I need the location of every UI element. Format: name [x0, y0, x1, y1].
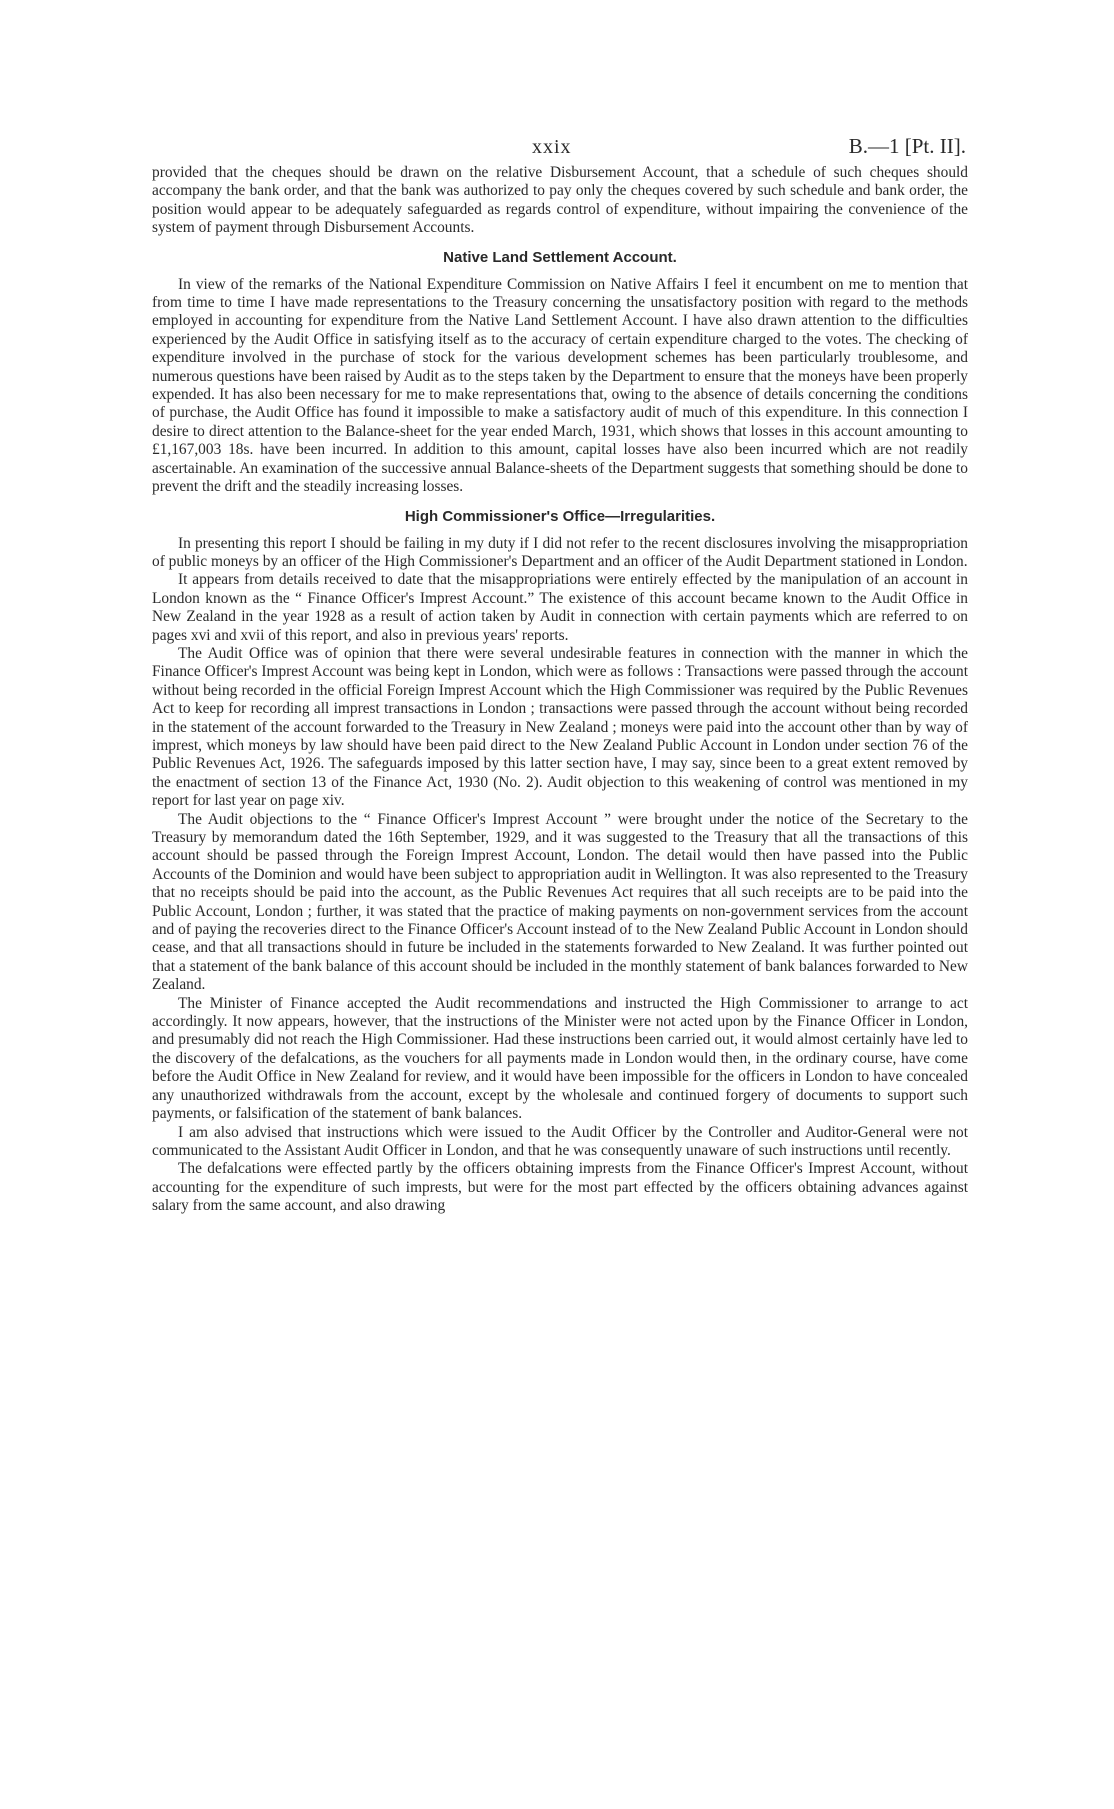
paragraph: In presenting this report I should be failing in my duty if I did not refer to the recent disclosures involving the misappropriation of public moneys by an officer of the High Commissioner's Department and an officer of the Audit Department stationed in London. [152, 534, 968, 570]
paragraph: The Audit objections to the “ Finance Officer's Imprest Account ” were brought under the notice of the Secretary to the Treasury by memorandum dated the 16th September, 1929, and it was suggested to the Treasury that all the transactions of this account should be passed through the Foreign Imprest Account, London. The detail would then have passed into the Public Accounts of the Dominion and would have been subject to appropriation audit in Wellington. It was also represented to the Treasury that no receipts should be paid into the account, as the Public Revenues Act requires that all such receipts are to be paid into the Public Account, London ; further, it was stated that the practice of making payments on non-government services from the account and of paying the recoveries direct to the Finance Officer's Account instead of to the New Zealand Public Account in London should cease, and that all transactions should in future be included in the statements forwarded to New Zealand. It was further pointed out that a statement of the bank balance of this account should be included in the monthly statement of bank balances forwarded to New Zealand. [152, 810, 968, 994]
document-page [152, 130, 968, 1220]
paragraph: I am also advised that instructions which were issued to the Audit Officer by the Controller and Auditor-General were not communicated to the Assistant Audit Officer in London, and that he was consequently unaware of such instructions until recently. [152, 1123, 968, 1159]
intro-paragraph: provided that the cheques should be drawn on the relative Disbursement Account, that a schedule of such cheques should accompany the bank order, and that the bank was authorized to pay only the cheques covered by such schedule and bank order, the position would appear to be adequately safeguarded as regards control of expenditure, without impairing the convenience of the system of payment through Disbursement Accounts. [152, 164, 968, 237]
page-number: xxix [532, 136, 572, 158]
native-land-section [152, 249, 968, 497]
high-commissioner-section [152, 508, 968, 1216]
paragraph: The Audit Office was of opinion that there were several undesirable features in connection with the manner in which the Finance Officer's Imprest Account was being kept in London, which were as follows : Transactions were passed through the account without being recorded in the official Foreign Imprest Account which the High Commissioner was required by the Public Revenues Act to keep for recording all imprest transactions in London ; transactions were passed through the account without being recorded in the statement of the account forwarded to the Treasury in New Zealand ; moneys were paid into the account other than by way of imprest, which moneys by law should have been paid direct to the New Zealand Public Account in London under section 76 of the Public Revenues Act, 1926. The safeguards imposed by this latter section have, I may say, since been to a great extent removed by the enactment of section 13 of the Finance Act, 1930 (No. 2). Audit objection to this weakening of control was mentioned in my report for last year on page xiv. [152, 644, 968, 810]
paper-reference: B.—1 [Pt. II]. [848, 134, 966, 158]
section-heading-native-land: Native Land Settlement Account. [443, 248, 677, 266]
paragraph: The defalcations were effected partly by the officers obtaining imprests from the Finance Officer's Imprest Account, without accounting for the expenditure of such imprests, but were for the most part effected by the officers obtaining advances against salary from the same account, and also drawing [152, 1160, 968, 1215]
page-header [152, 130, 968, 164]
paragraph: The Minister of Finance accepted the Audit recommendations and instructed the High Commissioner to arrange to act accordingly. It now appears, however, that the instructions of the Minister were not acted upon by the Finance Officer in London, and presumably did not reach the High Commissioner. Had these instructions been carried out, it would almost certainly have led to the discovery of the defalcations, as the vouchers for all payments made in London would then, in the ordinary course, have come before the Audit Office in New Zealand for review, and it would have been impossible for the officers in London to have concealed any unauthorized withdrawals from the account, except by the wholesale and continued forgery of documents to support such payments, or falsification of the statement of bank balances. [152, 994, 968, 1123]
paragraph: It appears from details received to date that the misappropriations were entirely effected by the manipulation of an account in London known as the “ Finance Officer's Imprest Account.” The existence of this account became known to the Audit Office in New Zealand in the year 1928 as a result of action taken by Audit in connection with certain payments which are referred to on pages xvi and xvii of this report, and also in previous years' reports. [152, 571, 968, 644]
section-heading-high-commissioner: High Commissioner's Office—Irregularities. [404, 507, 716, 525]
intro-section [152, 164, 968, 238]
paragraph: In view of the remarks of the National Expenditure Commission on Native Affairs I feel it encumbent on me to mention that from time to time I have made representations to the Treasury concerning the unsatisfactory position with regard to the methods employed in accounting for expenditure from the Native Land Settlement Account. I have also drawn attention to the difficulties experienced by the Audit Office in satisfying itself as to the accuracy of certain expenditure charged to the votes. The checking of expenditure involved in the purchase of stock for the various development schemes has been particularly troublesome, and numerous questions have been raised by Audit as to the steps taken by the Department to ensure that the moneys have been properly expended. It has also been necessary for me to make representations that, owing to the absence of details concerning the conditions of purchase, the Audit Office has found it impossible to make a satisfactory audit of much of this expenditure. In this connection I desire to direct attention to the Balance-sheet for the year ended March, 1931, which shows that losses in this account amounting to £1,167,003 18s. have been incurred. In addition to this amount, capital losses have also been incurred which are not readily ascertainable. An examination of the successive annual Balance-sheets of the Department suggests that something should be done to prevent the drift and the steadily increasing losses. [152, 275, 968, 496]
